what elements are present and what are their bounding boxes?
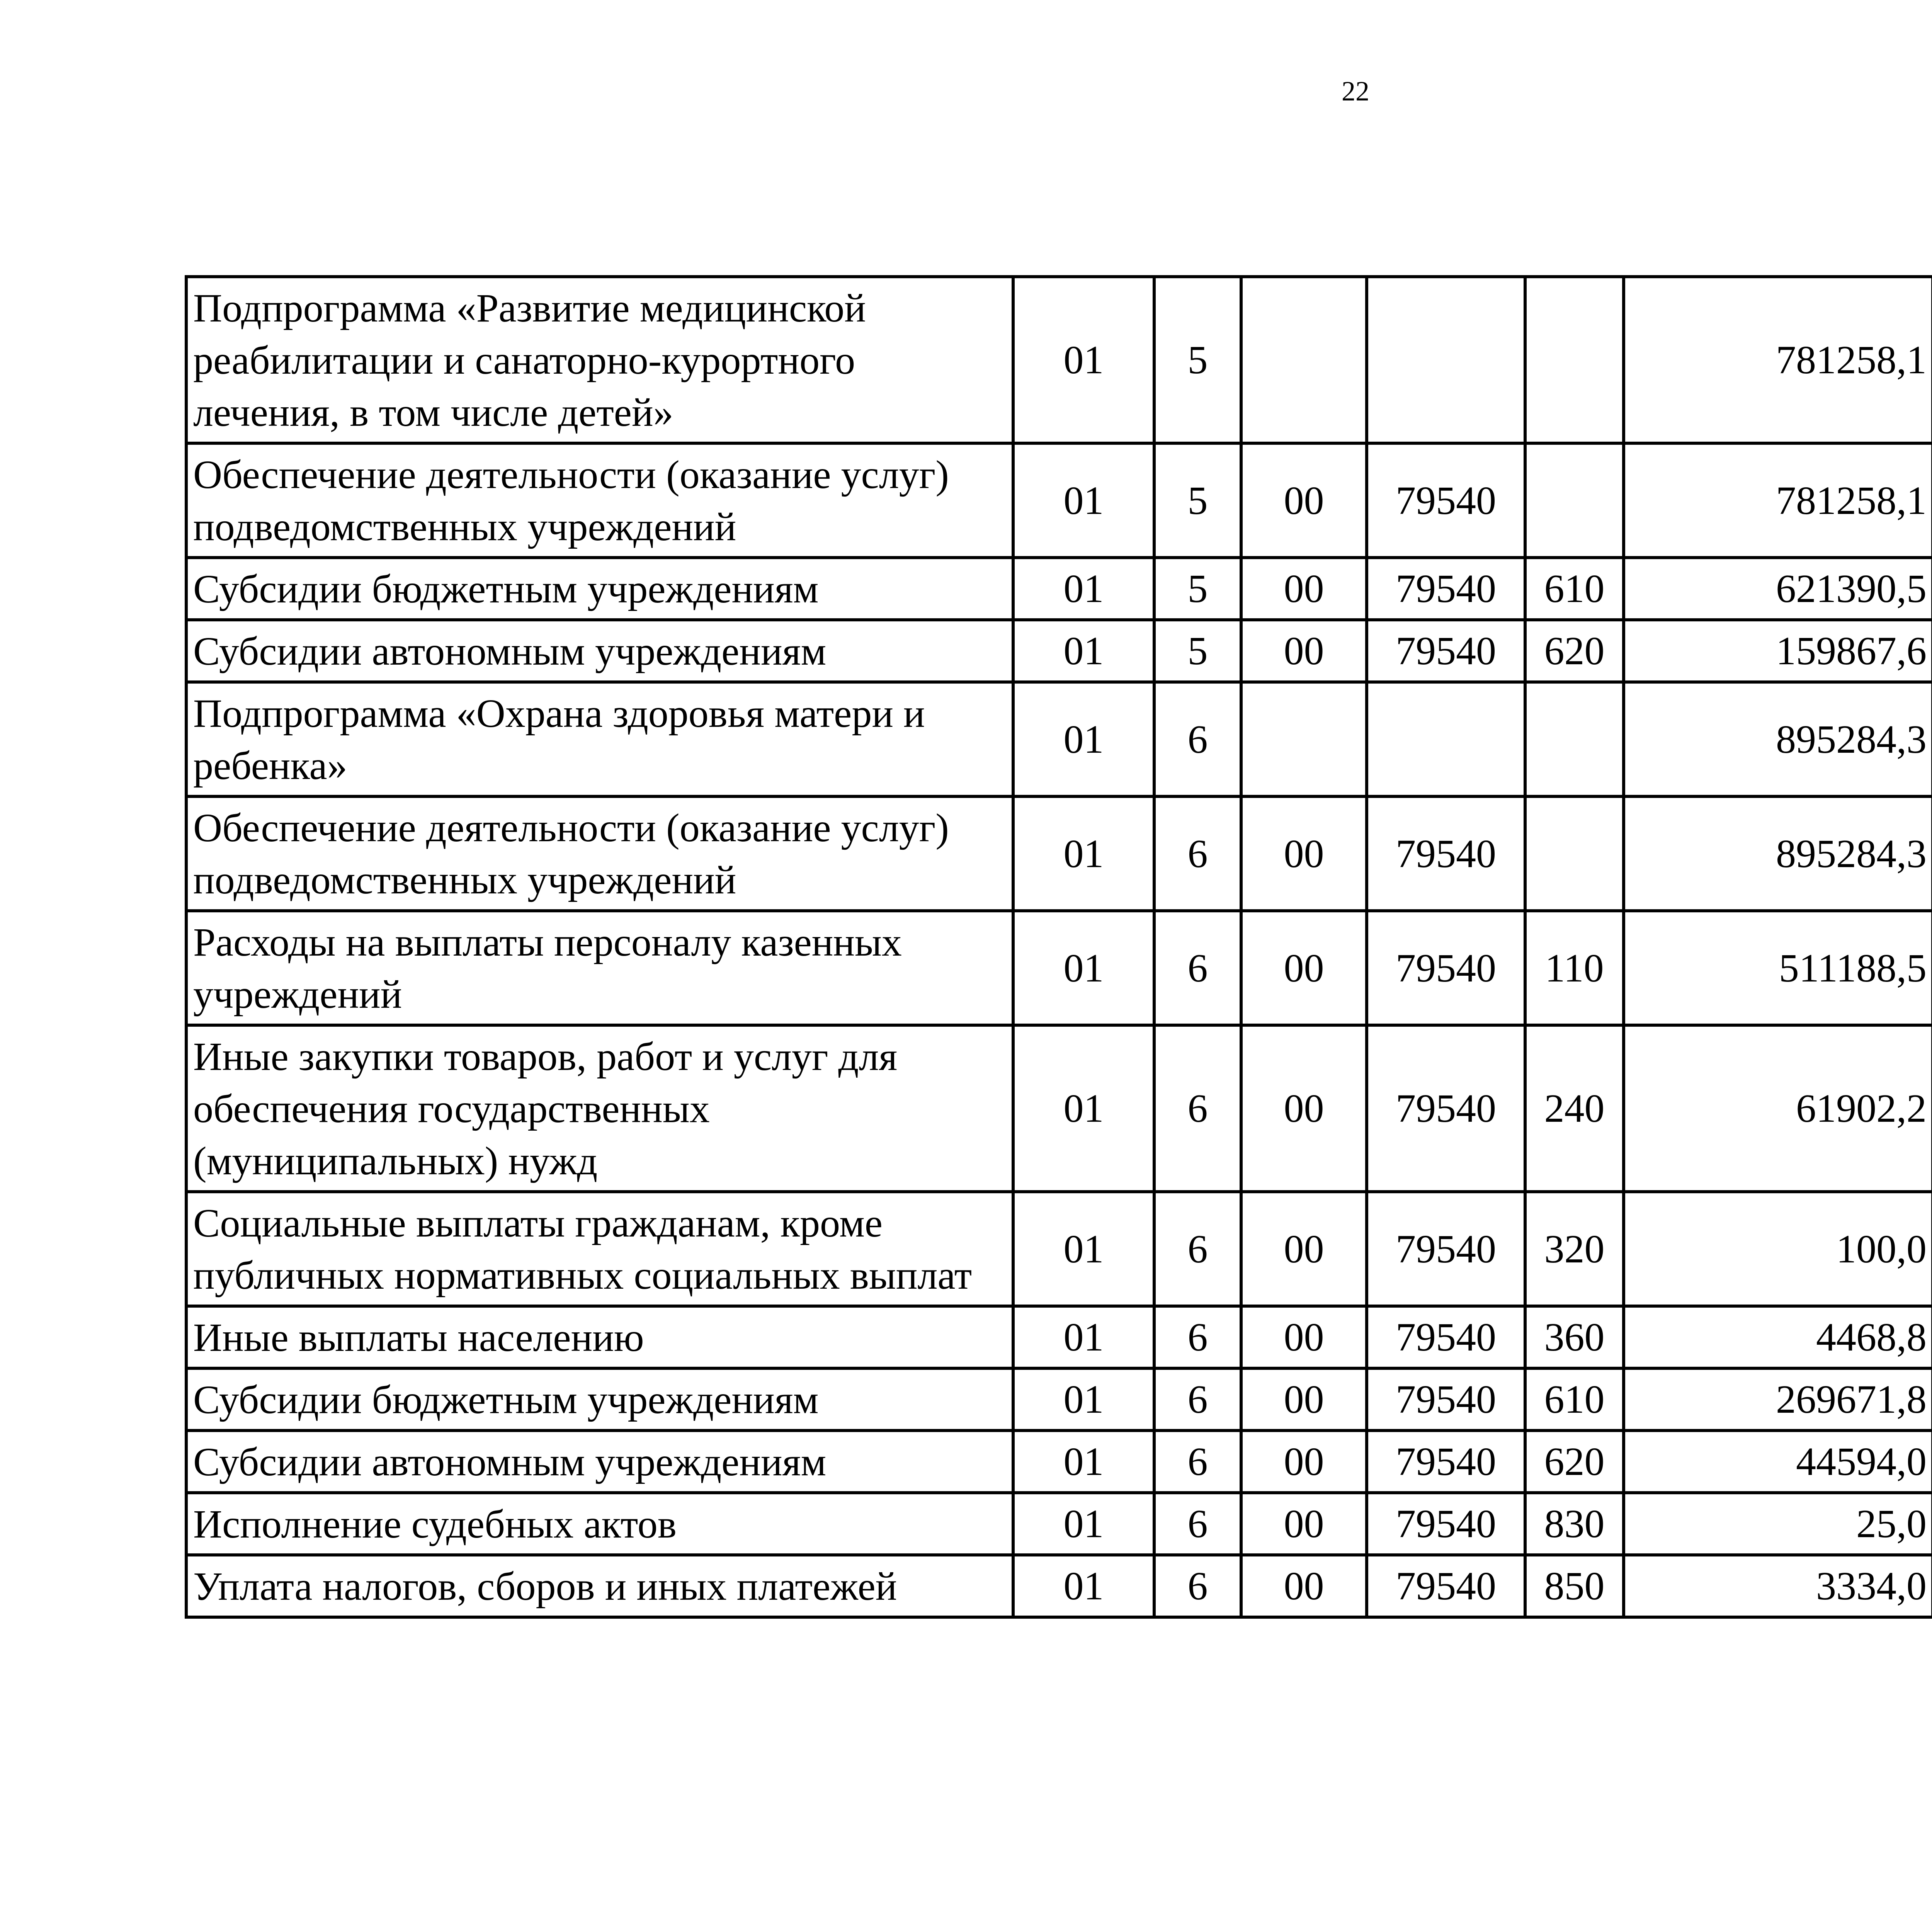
code-group-cell: 00 [1241,443,1367,558]
code-expense-type-cell: 830 [1525,1493,1624,1555]
code-subprogram-cell: 6 [1154,796,1241,911]
code-program-cell: 01 [1013,1431,1154,1493]
amount-1-cell: 159867,6 [1624,620,1932,682]
code-direction-cell: 79540 [1367,1493,1525,1555]
code-group-cell: 00 [1241,796,1367,911]
table-row [186,911,1932,1025]
code-group-cell: 00 [1241,1555,1367,1617]
code-expense-type-cell [1525,796,1624,911]
table-row [186,1306,1932,1368]
code-direction-cell: 79540 [1367,1306,1525,1368]
table-body [186,277,1932,1617]
code-expense-type-cell [1525,443,1624,558]
table-row [186,1368,1932,1431]
code-group-cell: 00 [1241,1025,1367,1192]
table-row [186,796,1932,911]
code-group-cell: 00 [1241,620,1367,682]
code-direction-cell: 79540 [1367,1431,1525,1493]
code-direction-cell: 79540 [1367,1192,1525,1306]
row-name-cell: Иные выплаты населению [186,1306,1013,1368]
row-name-cell: Подпрограмма «Развитие медицинской реабилитации и санаторно-курортного лечения, в том числе детей» [186,277,1013,443]
code-subprogram-cell: 6 [1154,1431,1241,1493]
code-group-cell [1241,682,1367,796]
row-name-cell: Субсидии автономным учреждениям [186,1431,1013,1493]
table-row [186,1493,1932,1555]
row-name-cell: Обеспечение деятельности (оказание услуг) подведомственных учреждений [186,443,1013,558]
code-program-cell: 01 [1013,1306,1154,1368]
code-program-cell: 01 [1013,443,1154,558]
amount-1-cell: 781258,1 [1624,277,1932,443]
amount-1-cell: 895284,3 [1624,682,1932,796]
code-direction-cell: 79540 [1367,1555,1525,1617]
code-program-cell: 01 [1013,1025,1154,1192]
code-group-cell: 00 [1241,1431,1367,1493]
page-number: 22 [1342,76,1369,107]
row-name-cell: Субсидии бюджетным учреждениям [186,1368,1013,1431]
table-row [186,277,1932,443]
table-row [186,1431,1932,1493]
table-row [186,1555,1932,1617]
code-group-cell: 00 [1241,1192,1367,1306]
code-program-cell: 01 [1013,277,1154,443]
code-expense-type-cell: 610 [1525,558,1624,620]
amount-1-cell: 3334,0 [1624,1555,1932,1617]
table-row [186,682,1932,796]
row-name-cell: Подпрограмма «Охрана здоровья матери и ребенка» [186,682,1013,796]
code-expense-type-cell [1525,277,1624,443]
code-program-cell: 01 [1013,558,1154,620]
code-program-cell: 01 [1013,682,1154,796]
code-direction-cell: 79540 [1367,911,1525,1025]
code-program-cell: 01 [1013,1555,1154,1617]
code-subprogram-cell: 6 [1154,1192,1241,1306]
code-expense-type-cell: 360 [1525,1306,1624,1368]
code-expense-type-cell [1525,682,1624,796]
code-group-cell: 00 [1241,911,1367,1025]
row-name-cell: Иные закупки товаров, работ и услуг для обеспечения государственных (муниципальных) нужд [186,1025,1013,1192]
code-direction-cell: 79540 [1367,443,1525,558]
code-subprogram-cell: 6 [1154,911,1241,1025]
amount-1-cell: 44594,0 [1624,1431,1932,1493]
code-direction-cell: 79540 [1367,1025,1525,1192]
amount-1-cell: 781258,1 [1624,443,1932,558]
code-subprogram-cell: 6 [1154,1368,1241,1431]
code-direction-cell: 79540 [1367,796,1525,911]
amount-1-cell: 511188,5 [1624,911,1932,1025]
code-group-cell: 00 [1241,1306,1367,1368]
row-name-cell: Обеспечение деятельности (оказание услуг) подведомственных учреждений [186,796,1013,911]
row-name-cell: Социальные выплаты гражданам, кроме публичных нормативных социальных выплат [186,1192,1013,1306]
code-expense-type-cell: 610 [1525,1368,1624,1431]
code-subprogram-cell: 6 [1154,1306,1241,1368]
row-name-cell: Уплата налогов, сборов и иных платежей [186,1555,1013,1617]
budget-table [185,275,1932,1619]
code-group-cell [1241,277,1367,443]
code-subprogram-cell: 5 [1154,620,1241,682]
code-expense-type-cell: 110 [1525,911,1624,1025]
code-direction-cell [1367,277,1525,443]
code-subprogram-cell: 5 [1154,443,1241,558]
row-name-cell: Субсидии автономным учреждениям [186,620,1013,682]
code-direction-cell: 79540 [1367,620,1525,682]
row-name-cell: Расходы на выплаты персоналу казенных учреждений [186,911,1013,1025]
code-direction-cell: 79540 [1367,558,1525,620]
code-subprogram-cell: 6 [1154,1493,1241,1555]
code-expense-type-cell: 240 [1525,1025,1624,1192]
code-direction-cell [1367,682,1525,796]
code-direction-cell: 79540 [1367,1368,1525,1431]
table-row [186,1192,1932,1306]
code-subprogram-cell: 5 [1154,277,1241,443]
amount-1-cell: 269671,8 [1624,1368,1932,1431]
code-program-cell: 01 [1013,1493,1154,1555]
code-expense-type-cell: 620 [1525,1431,1624,1493]
amount-1-cell: 895284,3 [1624,796,1932,911]
amount-1-cell: 25,0 [1624,1493,1932,1555]
table-row [186,443,1932,558]
code-program-cell: 01 [1013,911,1154,1025]
code-group-cell: 00 [1241,1493,1367,1555]
code-program-cell: 01 [1013,1192,1154,1306]
row-name-cell: Исполнение судебных актов [186,1493,1013,1555]
code-subprogram-cell: 6 [1154,682,1241,796]
amount-1-cell: 61902,2 [1624,1025,1932,1192]
code-expense-type-cell: 620 [1525,620,1624,682]
table-row [186,558,1932,620]
amount-1-cell: 100,0 [1624,1192,1932,1306]
code-subprogram-cell: 6 [1154,1025,1241,1192]
row-name-cell: Субсидии бюджетным учреждениям [186,558,1013,620]
code-program-cell: 01 [1013,796,1154,911]
table-row [186,620,1932,682]
code-subprogram-cell: 6 [1154,1555,1241,1617]
amount-1-cell: 4468,8 [1624,1306,1932,1368]
code-program-cell: 01 [1013,620,1154,682]
code-expense-type-cell: 850 [1525,1555,1624,1617]
code-group-cell: 00 [1241,558,1367,620]
code-expense-type-cell: 320 [1525,1192,1624,1306]
code-program-cell: 01 [1013,1368,1154,1431]
code-group-cell: 00 [1241,1368,1367,1431]
code-subprogram-cell: 5 [1154,558,1241,620]
amount-1-cell: 621390,5 [1624,558,1932,620]
table-row [186,1025,1932,1192]
